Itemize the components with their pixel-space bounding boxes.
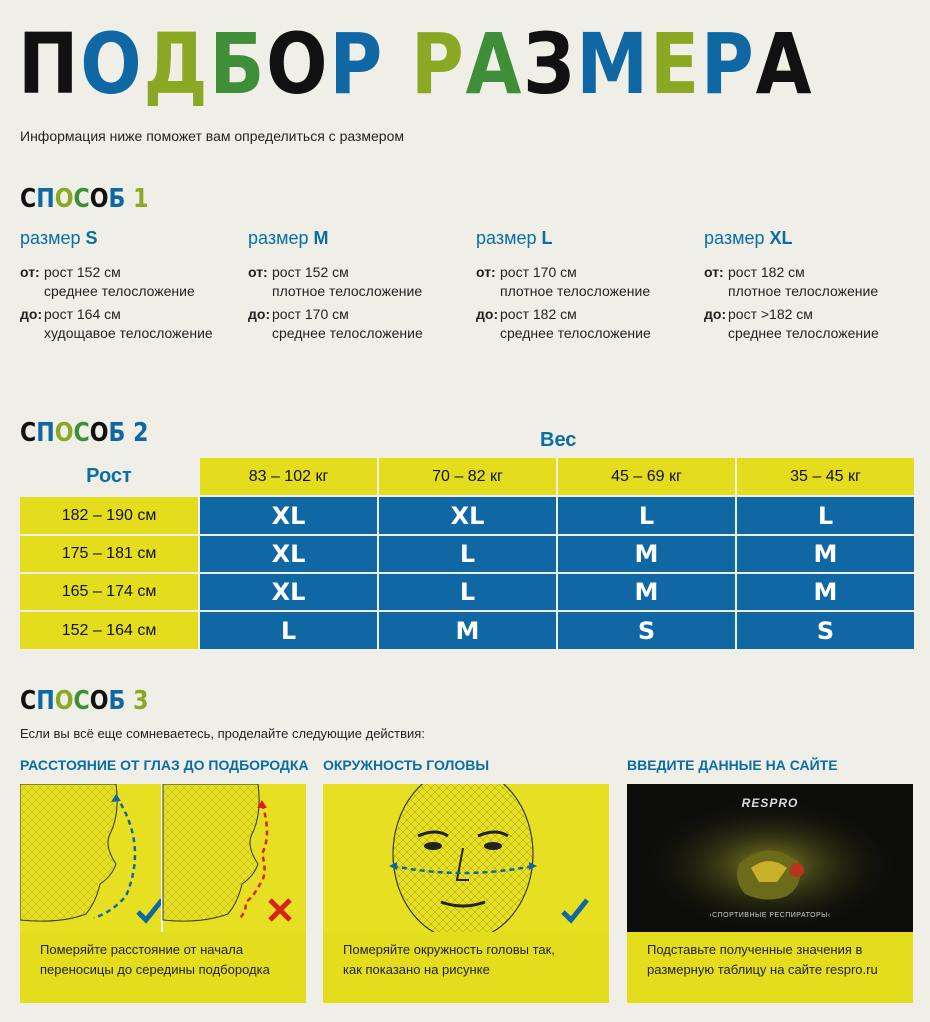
- size-block-m: [248, 228, 468, 347]
- heading-letter: О: [89, 184, 109, 214]
- respro-logo: RESPRO: [741, 796, 799, 810]
- heading-letter: О: [54, 184, 74, 214]
- page-title: [18, 14, 813, 114]
- head-front-illustration: [323, 784, 609, 932]
- method-1-heading: [20, 184, 148, 214]
- from-label: от:: [248, 264, 268, 280]
- height-row-label: 175 – 181 см: [20, 536, 198, 572]
- size-cell: XL: [200, 574, 377, 610]
- size-cell: L: [737, 497, 914, 534]
- heading-letter: О: [89, 418, 109, 448]
- title-letter: А: [755, 15, 814, 113]
- method-3-heading: [20, 686, 148, 716]
- size-cell: XL: [200, 497, 377, 534]
- from-build: плотное телосложение: [728, 283, 879, 299]
- size-from: [476, 263, 696, 301]
- step-panel-eye-chin: [20, 784, 306, 1003]
- size-code: XL: [769, 228, 793, 248]
- size-table: [20, 458, 914, 651]
- to-label: до:: [704, 306, 727, 322]
- size-cell: XL: [379, 497, 556, 534]
- title-letter: О: [266, 15, 330, 113]
- size-block-xl: [704, 228, 924, 347]
- title-letter: З: [523, 15, 577, 113]
- size-block-s: [20, 228, 240, 347]
- to-height: рост 164 см: [44, 306, 121, 322]
- heading-letter: [125, 184, 133, 214]
- respro-ad-image: [627, 784, 913, 932]
- height-row-label: 182 – 190 см: [20, 497, 198, 534]
- heading-letter: Б: [108, 418, 126, 448]
- heading-letter: 3: [133, 686, 149, 716]
- height-row-label: 165 – 174 см: [20, 574, 198, 610]
- title-letter: Д: [143, 15, 210, 113]
- size-to: [248, 305, 468, 343]
- to-build: среднее телосложение: [728, 325, 879, 341]
- to-height: рост >182 см: [728, 306, 813, 322]
- size-cell: L: [558, 497, 735, 534]
- heading-letter: Б: [108, 184, 126, 214]
- step-title-enter-data: ВВЕДИТЕ ДАННЫЕ НА САЙТЕ: [627, 757, 838, 773]
- to-build: худощавое телосложение: [44, 325, 213, 341]
- size-heading-label: размер: [20, 228, 81, 248]
- heading-letter: [125, 418, 133, 448]
- heading-letter: П: [36, 418, 55, 448]
- size-heading: [476, 228, 696, 249]
- size-cell: L: [200, 612, 377, 649]
- title-letter: [384, 14, 411, 114]
- heading-letter: О: [54, 418, 74, 448]
- heading-letter: С: [20, 686, 37, 716]
- to-label: до:: [476, 306, 499, 322]
- from-label: от:: [704, 264, 724, 280]
- weight-header: 83 – 102 кг: [200, 458, 377, 495]
- size-block-l: [476, 228, 696, 347]
- step-caption-line: как показано на рисунке: [343, 962, 490, 977]
- size-cell: L: [379, 536, 556, 572]
- to-label: до:: [20, 306, 43, 322]
- from-label: от:: [476, 264, 496, 280]
- title-letter: М: [576, 15, 650, 113]
- title-letter: Р: [329, 15, 384, 113]
- size-from: [248, 263, 468, 301]
- from-label: от:: [20, 264, 40, 280]
- step-caption-line: Подставьте полученные значения в: [647, 942, 863, 957]
- heading-letter: 1: [133, 184, 149, 214]
- method-2-heading: [20, 418, 148, 448]
- from-height: рост 170 см: [500, 264, 577, 280]
- step-title-head-circumference: ОКРУЖНОСТЬ ГОЛОВЫ: [323, 757, 490, 773]
- weight-label: Вес: [540, 429, 577, 451]
- size-heading-label: размер: [704, 228, 765, 248]
- method-3-intro: Если вы всё еще сомневаетесь, проделайте следующие действия:: [20, 726, 425, 741]
- size-cell: S: [737, 612, 914, 649]
- title-letter: Б: [209, 15, 267, 113]
- heading-letter: С: [20, 418, 37, 448]
- title-letter: О: [80, 15, 144, 113]
- step-caption-line: Померяйте расстояние от начала: [40, 942, 244, 957]
- size-cell: M: [737, 536, 914, 572]
- heading-letter: С: [73, 184, 90, 214]
- size-cell: S: [558, 612, 735, 649]
- height-row-label: 152 – 164 см: [20, 612, 198, 649]
- weight-header: 45 – 69 кг: [558, 458, 735, 495]
- step-panel-head-circumference: [323, 784, 609, 1003]
- to-build: среднее телосложение: [500, 325, 651, 341]
- heading-letter: С: [20, 184, 37, 214]
- heading-letter: О: [89, 686, 109, 716]
- to-build: среднее телосложение: [272, 325, 423, 341]
- step-caption-line: Померяйте окружность головы так,: [343, 942, 555, 957]
- from-height: рост 152 см: [272, 264, 349, 280]
- size-heading: [248, 228, 468, 249]
- step-caption-line: размерную таблицу на сайте respro.ru: [647, 962, 878, 977]
- from-height: рост 152 см: [44, 264, 121, 280]
- to-label: до:: [248, 306, 271, 322]
- from-build: среднее телосложение: [44, 283, 195, 299]
- weight-header: 35 – 45 кг: [737, 458, 914, 495]
- heading-letter: П: [36, 686, 55, 716]
- title-letter: П: [18, 15, 81, 113]
- heading-letter: С: [73, 686, 90, 716]
- size-from: [704, 263, 924, 301]
- size-heading: [20, 228, 240, 249]
- from-height: рост 182 см: [728, 264, 805, 280]
- size-heading: [704, 228, 924, 249]
- to-height: рост 182 см: [500, 306, 577, 322]
- heading-letter: О: [54, 686, 74, 716]
- step-title-eye-chin: РАССТОЯНИЕ ОТ ГЛАЗ ДО ПОДБОРОДКА: [20, 757, 309, 773]
- size-cell: M: [558, 574, 735, 610]
- height-label: Рост: [86, 465, 132, 487]
- to-height: рост 170 см: [272, 306, 349, 322]
- respro-tagline: ›СПОРТИВНЫЕ РЕСПИРАТОРЫ‹: [709, 912, 831, 919]
- size-code: L: [541, 228, 553, 248]
- size-cell: M: [558, 536, 735, 572]
- heading-letter: С: [73, 418, 90, 448]
- size-cell: XL: [200, 536, 377, 572]
- size-cell: M: [379, 612, 556, 649]
- heading-letter: 2: [133, 418, 149, 448]
- page-subtitle: Информация ниже поможет вам определиться с размером: [20, 128, 405, 144]
- heading-letter: Б: [108, 686, 126, 716]
- size-to: [476, 305, 696, 343]
- size-heading-label: размер: [248, 228, 309, 248]
- from-build: плотное телосложение: [272, 283, 423, 299]
- size-code: M: [313, 228, 329, 248]
- size-cell: M: [737, 574, 914, 610]
- from-build: плотное телосложение: [500, 283, 651, 299]
- size-to: [704, 305, 924, 343]
- title-letter: Р: [700, 15, 756, 113]
- heading-letter: [125, 686, 133, 716]
- size-cell: L: [379, 574, 556, 610]
- step-panel-enter-data: [627, 784, 913, 1003]
- size-to: [20, 305, 240, 343]
- heading-letter: П: [36, 184, 55, 214]
- face-profile-illustration: [20, 784, 306, 932]
- size-from: [20, 263, 240, 301]
- title-letter: А: [465, 15, 524, 113]
- size-code: S: [85, 228, 98, 248]
- step-caption-line: переносицы до середины подбородка: [40, 962, 270, 977]
- title-letter: Р: [410, 15, 466, 113]
- title-letter: Е: [649, 15, 701, 113]
- size-heading-label: размер: [476, 228, 537, 248]
- weight-header: 70 – 82 кг: [379, 458, 556, 495]
